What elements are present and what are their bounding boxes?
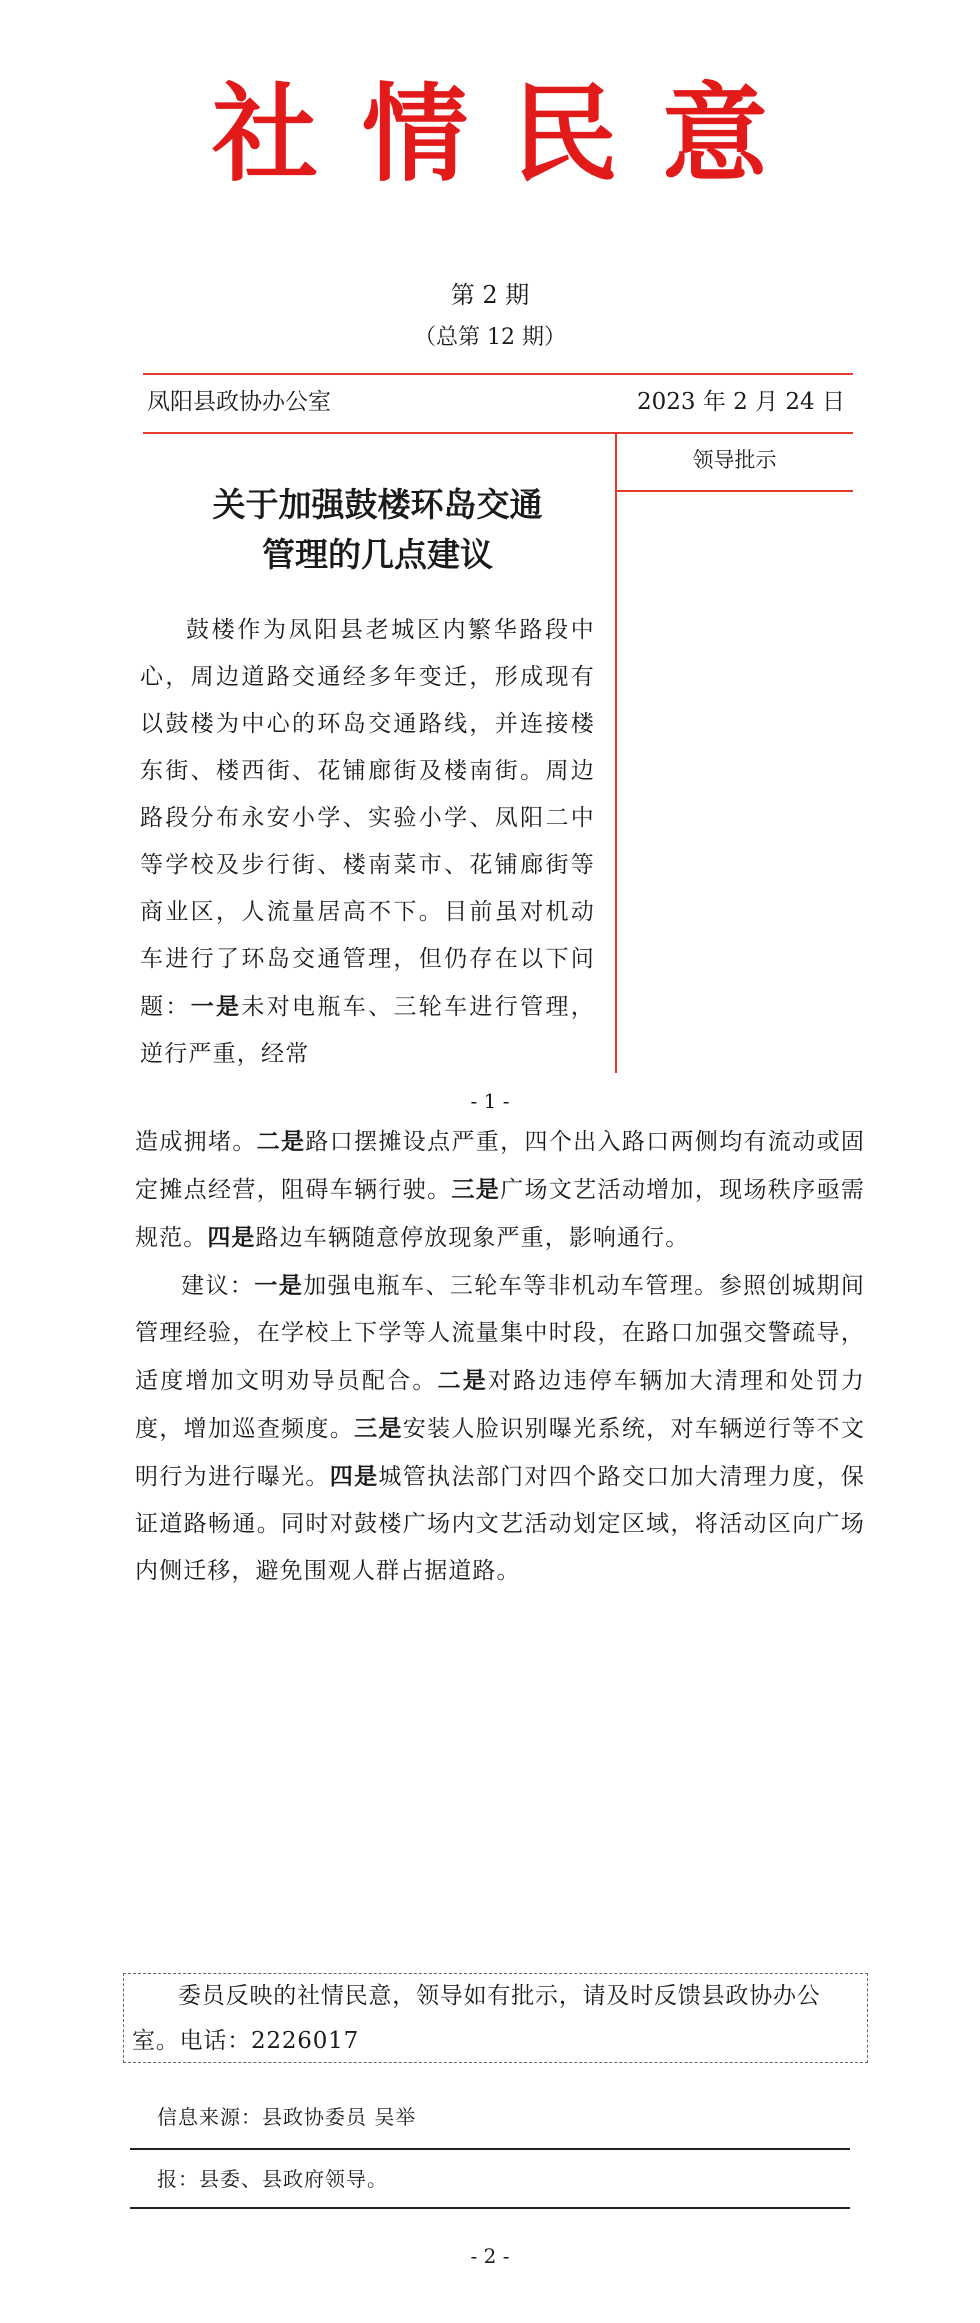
p1-bold-1: 一是 [190, 993, 242, 1020]
footer-rule-1 [130, 2148, 850, 2150]
p2-bold-2: 二是 [437, 1367, 488, 1394]
body-paragraph-1 [140, 607, 595, 1078]
feedback-notice-text: 委员反映的社情民意，领导如有批示，请及时反馈县政协办公室。电话：2226017 [132, 1983, 821, 2054]
p1-text-3: 广场文艺活动增加，现场秩序亟需规范。 [135, 1177, 865, 1251]
leader-label-rule [615, 490, 853, 492]
p2-bold-4: 四是 [329, 1463, 379, 1490]
p1-bold-2: 二是 [256, 1128, 306, 1155]
p2-bold-1: 一是 [254, 1272, 304, 1299]
p2-text-4: 城管执法部门对四个路交口加大清理力度，保证道路畅通。同时对鼓楼广场内文艺活动划定区域，将活动区向广场内侧迁移，避免围观人群占据道路。 [135, 1464, 865, 1584]
p1-bold-4: 四是 [207, 1224, 256, 1251]
page-number-2: - 2 - [470, 2244, 510, 2268]
body-paragraph-1-cont: 造成拥堵。二是路口摆摊设点严重，四个出入路口两侧均有流动或固定摊点经营，阻碍车辆行驶。三是广场文艺活动增加，现场秩序亟需规范。四是路边车辆随意停放现象严重，影响通行。 [135, 1128, 866, 1251]
p1-text: 鼓楼作为凤阳县老城区内繁华路段中心，周边道路交通经多年变迁，形成现有以鼓楼为中心的环岛交通路线，并连接楼东街、楼西街、花铺廊街及楼南街。周边路段分布永安小学、实验小学、凤阳二中等学校及步行街、楼南菜市、花铺廊街等商业区，人流量居高不下。目前虽对机动车进行了环岛交通管理，但仍存在以下问题： [140, 617, 595, 1020]
p1-text-2: 路口摆摊设点严重，四个出入路口两侧均有流动或固定摊点经营，阻碍车辆行驶。 [135, 1129, 866, 1203]
body-continuation [135, 1118, 865, 1595]
p1-text-4: 路边车辆随意停放现象严重，影响通行。 [255, 1225, 690, 1251]
p2-lead: 建议： [181, 1273, 255, 1299]
leader-box-divider [615, 433, 617, 1073]
p2-text-3: 安装人脸识别曝光系统，对车辆逆行等不文明行为进行曝光。 [135, 1416, 866, 1490]
issue-date: 2023 年 2 月 24 日 [637, 389, 845, 415]
headline-line-1: 关于加强鼓楼环岛交通 [212, 485, 543, 524]
header-bottom-rule [143, 432, 853, 434]
feedback-notice-box [123, 1973, 868, 2063]
p2-text-2: 对路边违停车辆加大清理和处罚力度，增加巡查频度。 [135, 1368, 865, 1442]
p1-text-cont: 未对电瓶车、三轮车进行管理，逆行严重，经常 [140, 994, 595, 1067]
issue-total-number: （总第 12 期） [414, 325, 566, 350]
info-source: 信息来源：县政协委员 吴举 [157, 2105, 417, 2129]
p2-bold-3: 三是 [354, 1415, 403, 1442]
masthead-title: 社情民意 [212, 73, 812, 196]
page-number-1: - 1 - [470, 1089, 510, 1113]
p1-bold-3: 三是 [451, 1176, 501, 1203]
issue-number: 第 2 期 [450, 281, 530, 309]
headline-line-2: 管理的几点建议 [262, 535, 493, 574]
issuing-org: 凤阳县政协办公室 [147, 389, 331, 415]
body-paragraph-2 [135, 1262, 865, 1595]
leader-instruction-label: 领导批示 [692, 448, 777, 472]
article-headline [140, 480, 615, 580]
p2-text-1: 加强电瓶车、三轮车等非机动车管理。参照创城期间管理经验，在学校上下学等人流量集中时段，在路口加强交警疏导，适度增加文明劝导员配合。 [135, 1273, 865, 1394]
report-recipients: 报：县委、县政府领导。 [157, 2167, 388, 2191]
footer-rule-2 [130, 2207, 850, 2209]
header-top-rule [143, 373, 853, 375]
